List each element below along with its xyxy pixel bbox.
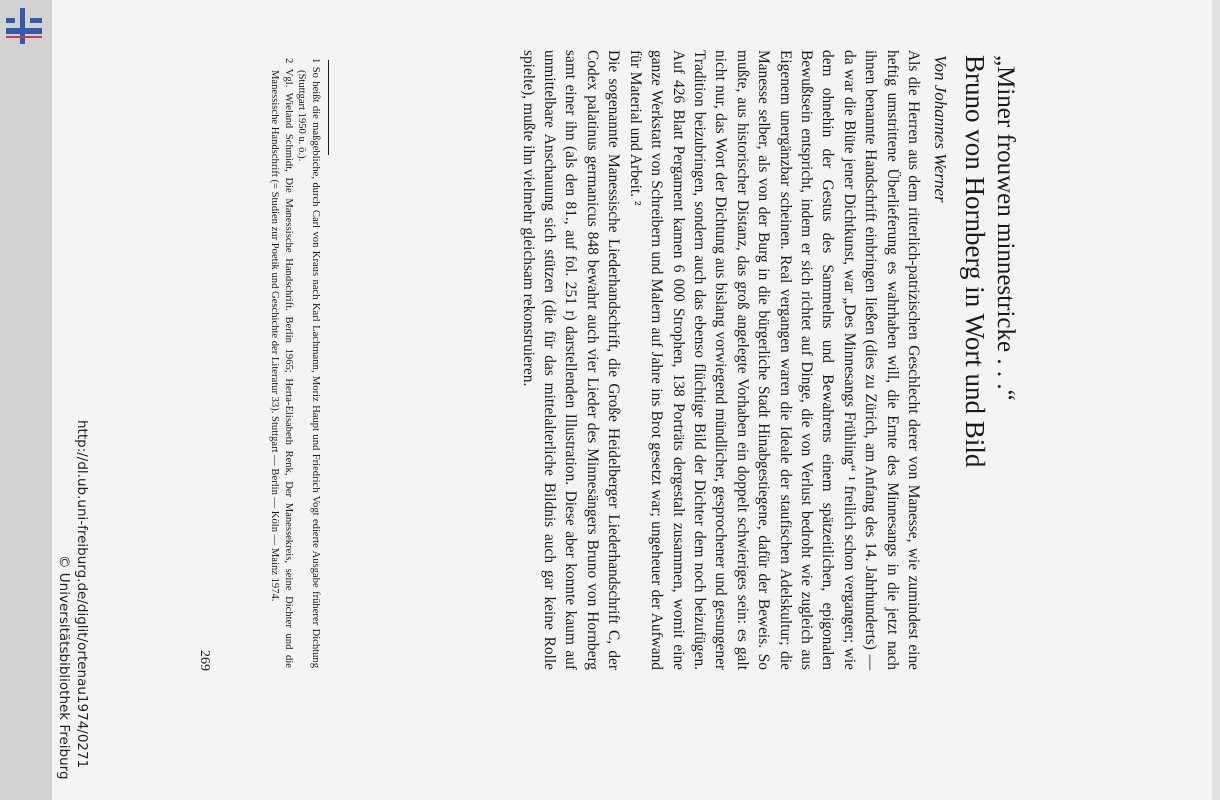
source-url[interactable]: http://dl.ub.uni-freiburg.de/diglit/ortenau1974/0271 xyxy=(74,420,90,769)
paragraph: Als die Herren aus dem ritterlich-patrizischen Geschlecht derer von Manesse, wie zumindest eine heftig umstrittene Überlieferung es wahrhaben will, die Ernte des Minnesangs in die jetzt nach ihnen benannte Handschrift einbringen ließen (dies zu Zürich, am Anfang des 14. Jahrhunderts) — da war die Blüte jener Dichtkunst, war „Des Minnesangs Frühling“ ¹ freilich schon vergangen; wie dem ohnehin der Gestus des Sammelns und Bewahrens einem spätzeitlichen, epigonalen Bewußtsein entspricht, indem er sich richtet auf Dinge, die von Verlust bedroht wie zugleich aus Eigenem unergänzbar scheinen. Real vergangen waren die Ideale der staufischen Adelskultur; die Manesse selber, als von der Burg in die bürgerliche Stadt Hinabgestiegene, dafür der Beweis. So mußte, aus historischer Distanz, das groß angelegte Vorhaben ein doppelt schwieriges sein: es galt nicht nur, das Wort der Dichtung aus bislang vorwiegend mündlicher, gesprochener und gesungener Tradition beizubringen, sondern auch das ebenso flüchtige Bild der Dichter dem noch beizufügen. Auf 426 Blatt Pergament kamen 6 000 Strophen, 138 Porträts dergestalt zusammen, womit eine ganze Werkstatt von Schreibern und Malern auf Jahre ins Brot gesetzt war; ungeheuer der Aufwand für Material und Arbeit. ² xyxy=(626,50,922,670)
footnotes xyxy=(268,58,322,668)
copyright-notice: © Universitätsbibliothek Freiburg xyxy=(56,555,72,780)
article-title: „Miner frouwen minnestricke . . .“ xyxy=(992,55,1019,401)
article-subtitle: Bruno von Hornberg in Wort und Bild xyxy=(960,55,990,468)
rotated-page-content xyxy=(52,0,1212,800)
article-body xyxy=(517,50,924,670)
article-author: Von Johannes Werner xyxy=(931,55,950,203)
page-edge xyxy=(1212,0,1220,800)
page-number: 269 xyxy=(197,650,212,671)
paragraph: Die sogenannte Manessische Liederhandschrift, die Große Heidelberger Liederhandschrift C, der Codex palatinus germanicus 848 bewahrt auch vier Lieder des Minnesängers Bruno von Hornberg samt einer ihn (als den 81., auf fol. 251 r) darstellenden Illustration. Diese aber konnte kaum auf unmittelbare Anschauung sich stützen (die für das mittelalterliche Bildnis auch gar keine Rolle spielte), mußte ihn vielmehr gleichsam rekonstruieren. xyxy=(519,50,623,670)
library-logo-icon[interactable] xyxy=(4,6,44,46)
footnote: 1 So heißt die maßgebliche, durch Carl von Kraus nach Karl Lachmann, Moriz Haupt und Friedrich Vogt edierte Ausgabe früherer Dichtung (Stuttgart 1950 u. ö.). xyxy=(296,58,321,668)
viewer-sidebar xyxy=(0,0,52,800)
footnote: 2 Vgl. Wieland Schmidt, Die Manessische Handschrift. Berlin 1965; Herta-Elisabeth Renk, Der Manessekreis, seine Dichter und die Manessische Handschrift (= Studien zur Poetik und Geschichte der Literatur 33). Stuttgart — Berlin — Köln — Mainz 1974. xyxy=(269,58,294,668)
footnote-divider xyxy=(328,60,329,155)
